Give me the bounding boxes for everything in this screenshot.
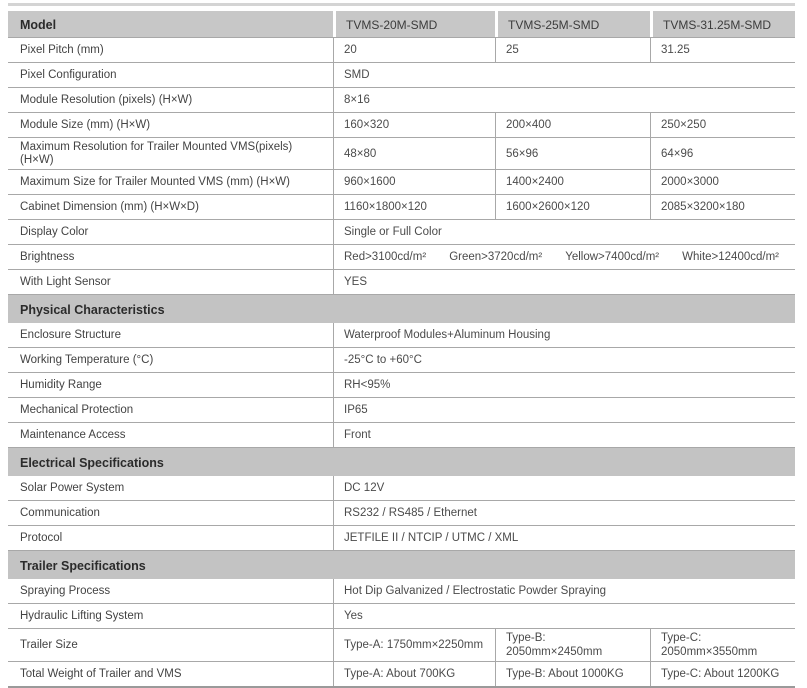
row-label: Hydraulic Lifting System: [20, 610, 144, 623]
row-label: Communication: [20, 507, 100, 520]
section-trailer-specifications: Trailer Specifications: [8, 551, 795, 579]
row-value: 1400×2400: [495, 170, 650, 194]
row-value: 160×320: [333, 113, 495, 137]
row-enclosure-structure: [8, 323, 795, 348]
row-label: Cabinet Dimension (mm) (H×W×D): [20, 201, 199, 214]
row-value: Waterproof Modules+Aluminum Housing: [333, 323, 795, 347]
brightness-red: Red>3100cd/m²: [344, 251, 427, 264]
row-value: 2000×3000: [650, 170, 795, 194]
row-value: Front: [333, 423, 795, 447]
row-solar-power-system: [8, 476, 795, 501]
row-value: Type-A: 1750mm×2250mm: [333, 629, 495, 660]
row-label: Trailer Size: [20, 639, 78, 652]
row-spraying-process: [8, 579, 795, 604]
table-header-row: [8, 11, 795, 38]
row-value: 25: [495, 38, 650, 62]
row-value: IP65: [333, 398, 795, 422]
row-label: Humidity Range: [20, 379, 102, 392]
row-value: 2085×3200×180: [650, 195, 795, 219]
row-value: 56×96: [495, 138, 650, 169]
row-value: 250×250: [650, 113, 795, 137]
row-module-resolution: [8, 88, 795, 113]
row-value: 1600×2600×120: [495, 195, 650, 219]
row-total-weight: [8, 662, 795, 688]
row-cabinet-dimension: [8, 195, 795, 220]
row-value: Type-B: 2050mm×2450mm: [495, 629, 650, 660]
row-max-resolution: [8, 138, 795, 170]
row-value: Type-B: About 1000KG: [495, 662, 650, 686]
row-value: SMD: [333, 63, 795, 87]
row-module-size: [8, 113, 795, 138]
row-label: Protocol: [20, 532, 63, 545]
row-value: -25°C to +60°C: [333, 348, 795, 372]
row-communication: [8, 501, 795, 526]
brightness-yellow: Yellow>7400cd/m²: [565, 251, 660, 264]
header-col-tvms-25m: TVMS-25M-SMD: [495, 11, 650, 37]
top-divider: [8, 3, 795, 6]
row-display-color: [8, 220, 795, 245]
row-label: Working Temperature (°C): [20, 354, 154, 367]
row-value: 64×96: [650, 138, 795, 169]
row-value: Type-C: 2050mm×3550mm: [650, 629, 795, 660]
section-electrical-specifications: Electrical Specifications: [8, 448, 795, 476]
row-label: Maintenance Access: [20, 429, 126, 442]
row-value: DC 12V: [333, 476, 795, 500]
row-label: Pixel Configuration: [20, 68, 117, 81]
header-model: Model: [8, 11, 333, 37]
row-value: 960×1600: [333, 170, 495, 194]
row-mechanical-protection: [8, 398, 795, 423]
row-value: Type-A: About 700KG: [333, 662, 495, 686]
row-label: Total Weight of Trailer and VMS: [20, 667, 182, 680]
spec-table: [8, 3, 795, 688]
row-value: YES: [333, 270, 795, 294]
row-protocol: [8, 526, 795, 551]
row-brightness: [8, 245, 795, 270]
brightness-white: White>12400cd/m²: [682, 251, 779, 264]
row-value: 48×80: [333, 138, 495, 169]
row-label: Display Color: [20, 226, 89, 239]
row-value: Yes: [333, 604, 795, 628]
row-label: Spraying Process: [20, 585, 111, 598]
brightness-green: Green>3720cd/m²: [449, 251, 543, 264]
section-physical-characteristics: Physical Characteristics: [8, 295, 795, 323]
row-working-temperature: [8, 348, 795, 373]
header-col-tvms-20m: TVMS-20M-SMD: [333, 11, 495, 37]
row-label: Mechanical Protection: [20, 404, 134, 417]
row-max-size: [8, 170, 795, 195]
row-value: 200×400: [495, 113, 650, 137]
row-light-sensor: [8, 270, 795, 295]
row-label: Maximum Resolution for Trailer Mounted VMS(pixels) (H×W): [20, 141, 293, 167]
row-value: Type-C: About 1200KG: [650, 662, 795, 686]
row-value: 1160×1800×120: [333, 195, 495, 219]
row-value: 31.25: [650, 38, 795, 62]
row-pixel-configuration: [8, 63, 795, 88]
row-maintenance-access: [8, 423, 795, 448]
row-hydraulic-lifting-system: [8, 604, 795, 629]
row-value: 8×16: [333, 88, 795, 112]
row-value: Single or Full Color: [333, 220, 795, 244]
row-label: Solar Power System: [20, 482, 125, 495]
row-label: Brightness: [20, 251, 75, 264]
row-label: Module Resolution (pixels) (H×W): [20, 93, 193, 106]
row-value: JETFILE II / NTCIP / UTMC / XML: [333, 526, 795, 550]
row-label: Enclosure Structure: [20, 329, 121, 342]
row-value: [333, 245, 795, 269]
row-value: RH<95%: [333, 373, 795, 397]
row-value: RS232 / RS485 / Ethernet: [333, 501, 795, 525]
row-label: With Light Sensor: [20, 276, 111, 289]
row-pixel-pitch: [8, 38, 795, 63]
row-label: Pixel Pitch (mm): [20, 43, 104, 56]
row-trailer-size: [8, 629, 795, 661]
row-label: Maximum Size for Trailer Mounted VMS (mm) (H×W): [20, 176, 290, 189]
header-col-tvms-31m: TVMS-31.25M-SMD: [650, 11, 795, 37]
row-humidity-range: [8, 373, 795, 398]
row-label: Module Size (mm) (H×W): [20, 118, 151, 131]
row-value: Hot Dip Galvanized / Electrostatic Powder Spraying: [333, 579, 795, 603]
row-value: 20: [333, 38, 495, 62]
